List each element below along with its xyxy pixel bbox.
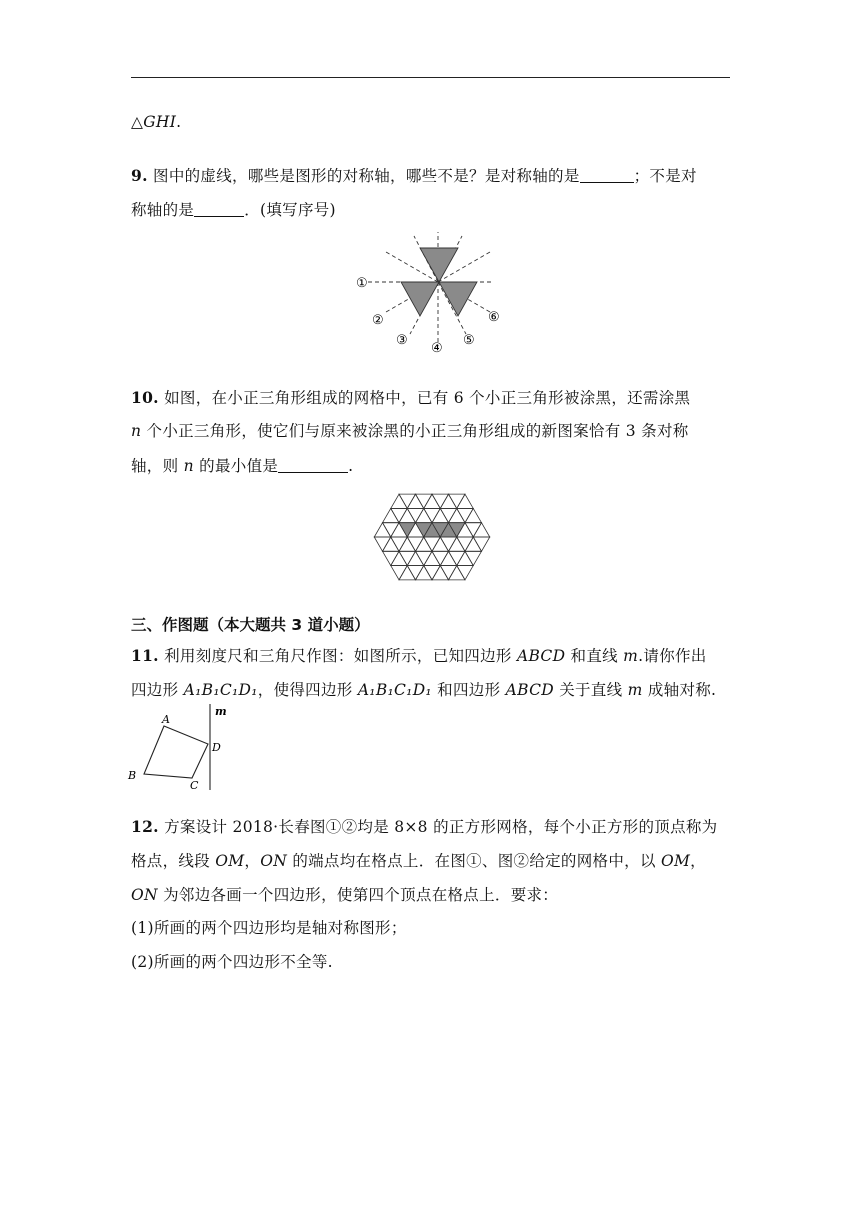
grid-triangle — [449, 551, 466, 565]
q9-text: ；不是对 — [633, 167, 697, 185]
grid-triangle — [449, 566, 466, 580]
grid-triangle — [432, 537, 449, 551]
q12-line1 — [131, 817, 717, 837]
q11-line2 — [131, 680, 716, 700]
q10-text: 的最小值是 — [193, 457, 279, 475]
q12-requirement-1: (1)所画的两个四边形均是轴对称图形； — [131, 919, 407, 937]
grid-triangle — [374, 537, 391, 551]
q12-text: 为邻边各画一个四边形，使第四个顶点在格点上．要求： — [157, 886, 559, 904]
q9-line1 — [131, 166, 697, 186]
grid-triangle — [473, 537, 490, 551]
q9-line2 — [131, 200, 336, 220]
grid-triangle — [424, 508, 441, 522]
label-2: ② — [372, 313, 384, 328]
grid-triangle — [449, 508, 466, 522]
triangle-symbol: △ — [131, 113, 144, 131]
q12-text: 方案设计 2018·长春图①②均是 8×8 的正方形网格，每个小正方形的顶点称为 — [164, 818, 718, 836]
q9-text: 图中的虚线，哪些是图形的对称轴，哪些不是？是对称轴的是 — [153, 167, 580, 185]
label-D: D — [212, 741, 221, 754]
grid-triangle — [465, 508, 482, 522]
grid-triangle — [457, 508, 474, 522]
grid-triangle — [416, 551, 433, 565]
grid-triangle — [432, 551, 449, 565]
q11-text: 关于直线 — [553, 681, 628, 699]
grid-triangle — [416, 537, 433, 551]
grid-triangle — [432, 508, 449, 522]
period: . — [176, 113, 182, 131]
q10-line1 — [131, 388, 690, 408]
q9-figure — [350, 228, 510, 358]
q11-text: 利用刻度尺和三角尺作图：如图所示，已知四边形 — [164, 647, 517, 665]
grid-triangle — [383, 551, 400, 565]
grid-triangle — [416, 508, 433, 522]
q12-number: 12. — [131, 817, 159, 836]
segment-om: OM — [660, 852, 691, 870]
quad-abcd: ABCD — [505, 681, 554, 699]
line-m: m — [627, 681, 643, 699]
label-5: ⑤ — [463, 333, 475, 348]
quad-a1b1c1d1: A₁B₁C₁D₁ — [183, 681, 258, 699]
q10-line3 — [131, 456, 353, 476]
shaded-triangles — [401, 248, 477, 316]
q10-blank[interactable] — [278, 458, 348, 473]
var-n: n — [131, 422, 142, 440]
grid-triangle — [407, 494, 424, 508]
quadrilateral-abcd — [144, 726, 208, 778]
grid-triangle — [391, 494, 408, 508]
q12-text: ， — [690, 852, 706, 870]
section-heading: 三、作图题（本大题共 3 道小题） — [131, 616, 370, 634]
shaded-triangle — [399, 523, 416, 537]
grid-triangle — [465, 537, 482, 551]
grid-triangle — [440, 551, 457, 565]
grid-triangle — [407, 508, 424, 522]
q11-text: 和直线 — [565, 647, 624, 665]
segment-on: ON — [260, 852, 288, 870]
label-m: m — [215, 705, 227, 718]
grid-triangle — [416, 566, 433, 580]
q9-text: 称轴的是 — [131, 201, 195, 219]
grid-triangle — [449, 537, 466, 551]
q11-text: .请你作出 — [638, 647, 707, 665]
left-triangle — [401, 282, 439, 316]
grid-triangle — [399, 551, 416, 565]
q12-text: 格点，线段 — [131, 852, 216, 870]
var-n: n — [183, 457, 194, 475]
grid-triangle — [416, 494, 433, 508]
line-m: m — [623, 647, 639, 665]
q11-number: 11. — [131, 646, 159, 665]
grid-triangle — [407, 537, 424, 551]
header-rule — [131, 77, 730, 78]
grid-triangle — [391, 551, 408, 565]
grid-triangle — [374, 523, 391, 537]
triangle-label: GHI — [143, 113, 177, 131]
grid-triangle — [432, 566, 449, 580]
quad-abcd: ABCD — [516, 647, 566, 665]
right-triangle — [439, 282, 477, 316]
grid-triangle — [457, 551, 474, 565]
q10-line2 — [131, 421, 689, 441]
q12-text: 的端点均在格点上．在图①、图②给定的网格中，以 — [287, 852, 661, 870]
q11-text: 成轴对称. — [642, 681, 717, 699]
grid-triangle — [407, 566, 424, 580]
q12-line3 — [131, 885, 558, 905]
q9-text: ．(填写序号) — [244, 201, 336, 219]
segment-om: OM — [215, 852, 245, 870]
grid-triangle — [457, 494, 474, 508]
grid-triangle — [407, 551, 424, 565]
label-A: A — [162, 713, 170, 726]
grid-triangle — [465, 523, 482, 537]
q9-number: 9. — [131, 166, 148, 185]
grid-triangle — [432, 494, 449, 508]
grid-triangle — [424, 494, 441, 508]
q11-figure — [124, 702, 234, 794]
label-4: ④ — [431, 341, 443, 356]
q12-line2 — [131, 851, 706, 871]
grid-triangle — [399, 508, 416, 522]
grid-triangle — [440, 508, 457, 522]
grid-triangle — [399, 566, 416, 580]
q10-text: 个小正三角形，使它们与原来被涂黑的小正三角形组成的新图案恰有 3 条对称 — [141, 422, 689, 440]
q11-text: 四边形 — [131, 681, 184, 699]
label-6: ⑥ — [488, 310, 500, 325]
grid-triangle — [391, 537, 408, 551]
grid-triangle — [440, 566, 457, 580]
grid-triangle — [383, 508, 400, 522]
q12-requirement-2: (2)所画的两个四边形不全等. — [131, 953, 333, 971]
grid-triangle — [457, 566, 474, 580]
q11-text: ，使得四边形 — [257, 681, 358, 699]
grid-triangle — [383, 537, 400, 551]
grid-triangle — [399, 494, 416, 508]
grid-triangle — [457, 537, 474, 551]
q10-text: 如图，在小正三角形组成的网格中，已有 6 个小正三角形被涂黑，还需涂黑 — [164, 389, 691, 407]
label-1: ① — [356, 276, 368, 291]
q10-text: . — [348, 457, 354, 475]
q10-number: 10. — [131, 388, 159, 407]
grid-triangle — [440, 494, 457, 508]
q12-text: ， — [244, 852, 261, 870]
label-C: C — [190, 779, 199, 792]
label-B: B — [128, 769, 137, 782]
top-triangle — [420, 248, 458, 282]
segment-on: ON — [131, 886, 158, 904]
grid-triangle — [449, 494, 466, 508]
grid-triangle — [424, 566, 441, 580]
grid-triangle — [391, 566, 408, 580]
quad-a1b1c1d1: A₁B₁C₁D₁ — [357, 681, 432, 699]
q9-blank-1[interactable] — [580, 168, 634, 183]
label-3: ③ — [396, 333, 408, 348]
grid-triangle — [424, 537, 441, 551]
grid-triangle — [391, 508, 408, 522]
grid-triangle — [465, 551, 482, 565]
grid-triangle — [399, 537, 416, 551]
prev-question-tail — [131, 112, 181, 132]
grid-triangle — [473, 523, 490, 537]
grid-triangle — [383, 523, 400, 537]
grid-triangle — [440, 537, 457, 551]
q11-line1 — [131, 646, 707, 666]
q10-hex-grid — [366, 483, 498, 591]
q9-blank-2[interactable] — [194, 202, 244, 217]
q10-text: 轴，则 — [131, 457, 184, 475]
grid-triangle — [424, 551, 441, 565]
q11-text: 和四边形 — [431, 681, 506, 699]
